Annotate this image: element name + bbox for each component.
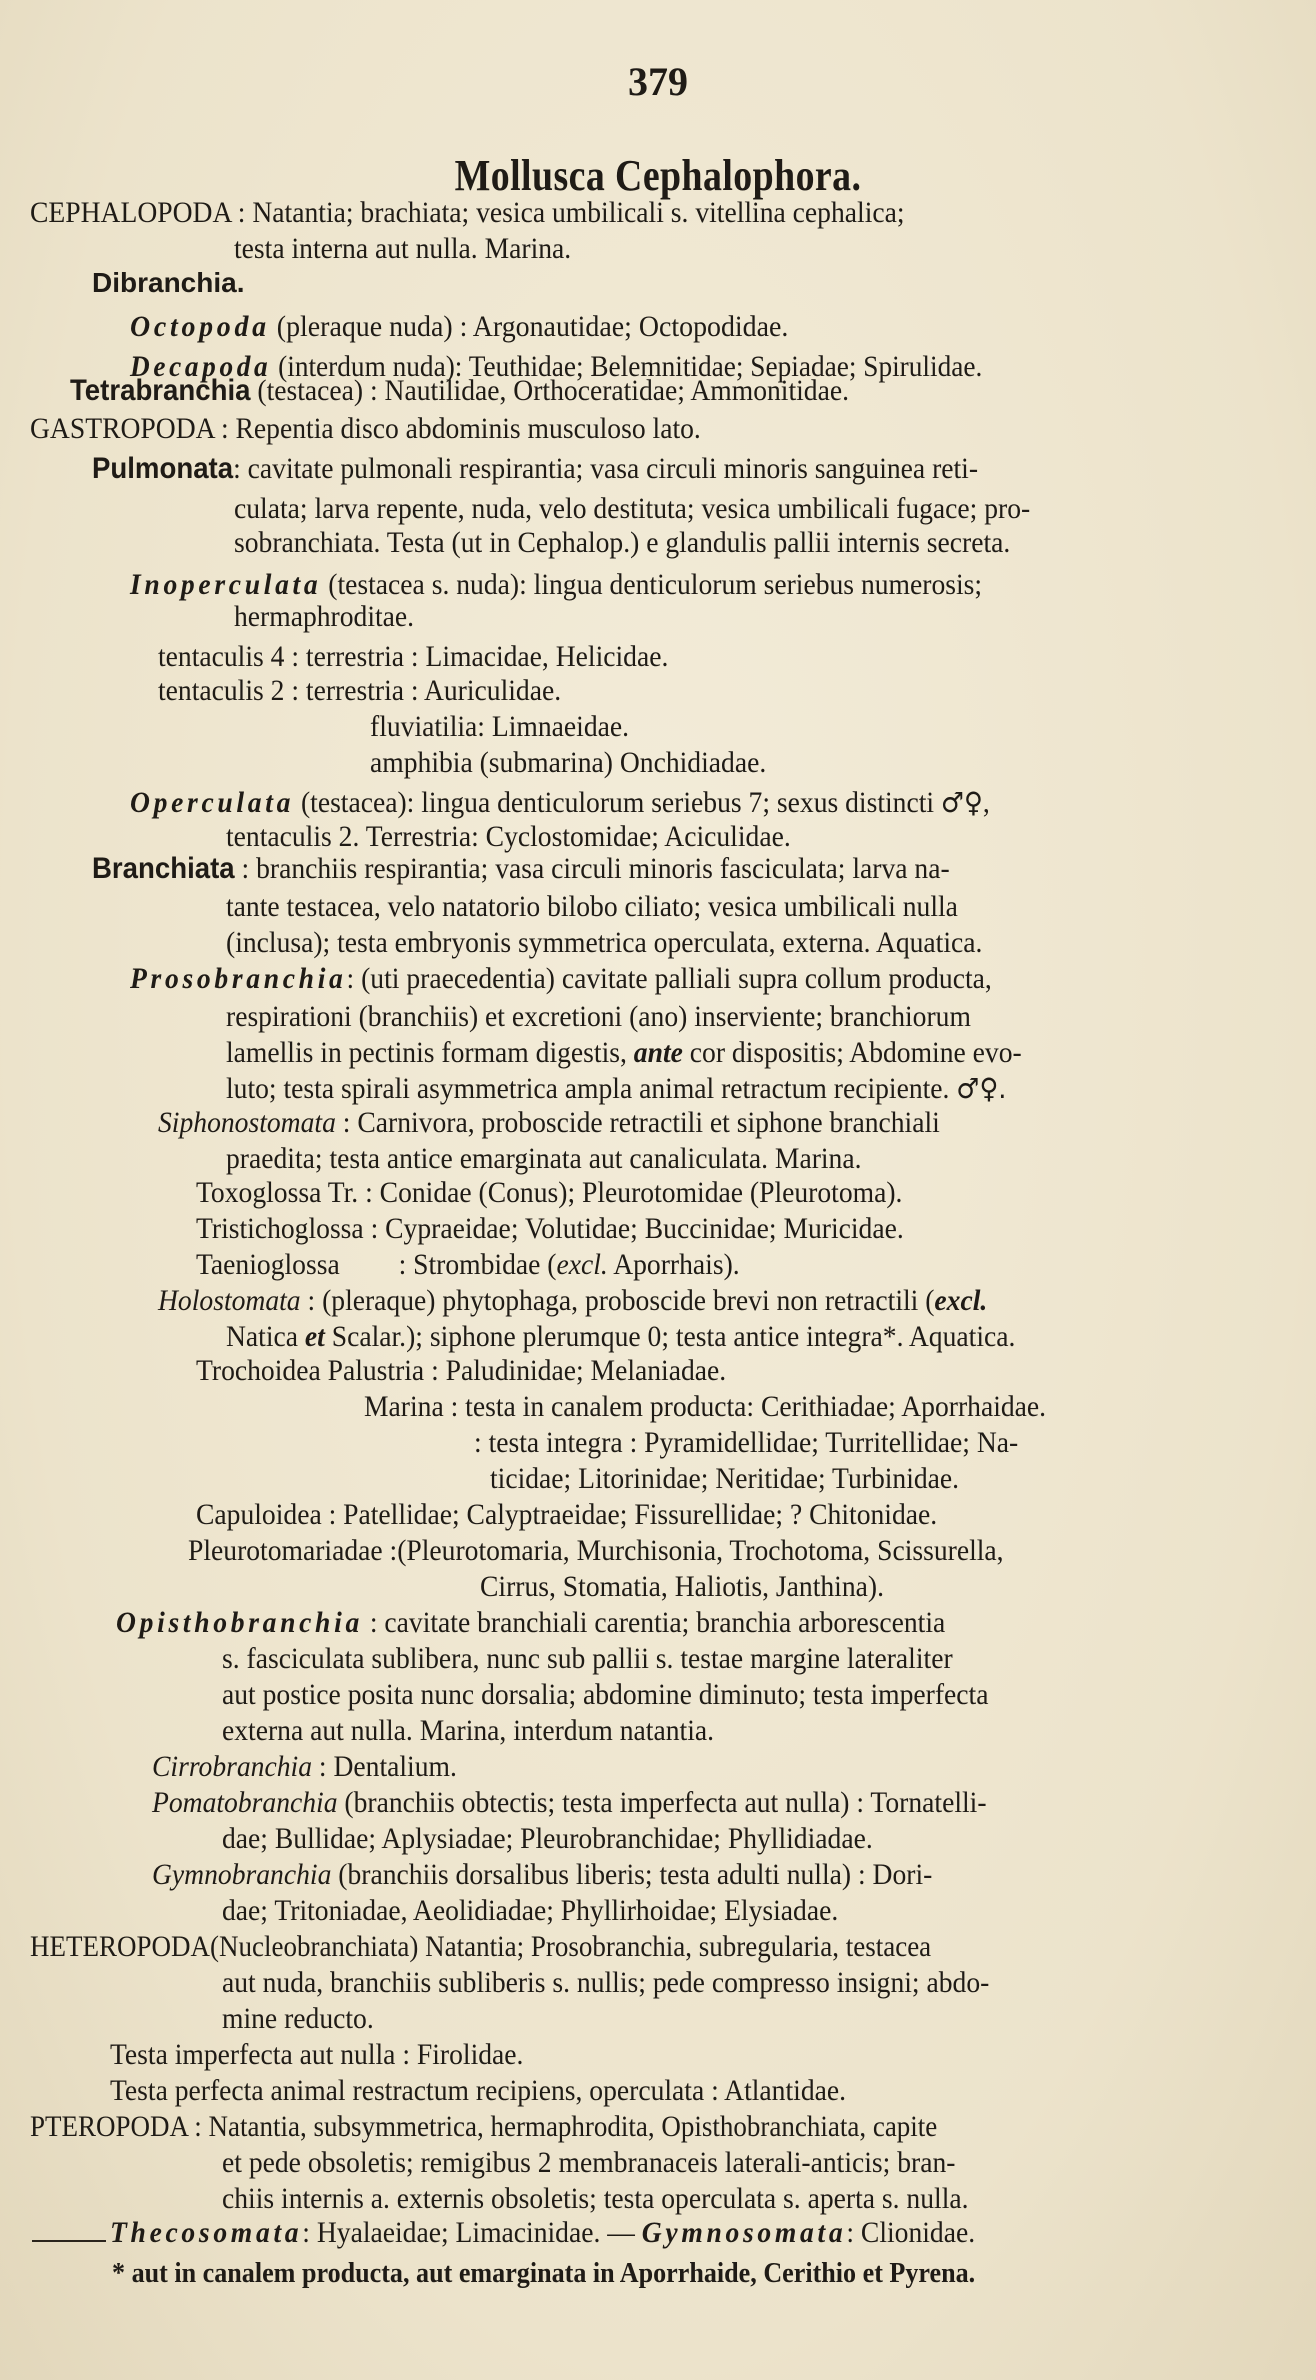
text-line: praedita; testa antice emarginata aut canaliculata. Marina. — [226, 1142, 862, 1175]
subclass-heading: Dibranchia. — [92, 267, 245, 298]
text-line: tentaculis 4 : terrestria : Limacidae, Helicidae. — [158, 640, 669, 673]
order-name: Thecosomata — [110, 2216, 303, 2249]
class-name: HETEROPODA — [30, 1930, 210, 1963]
text-line: s. fasciculata sublibera, nunc sub pallii s. testae margine lateraliter — [222, 1642, 953, 1675]
text-line: GASTROPODA : Repentia disco abdominis musculoso lato. — [30, 412, 701, 445]
footnote-rule — [32, 2240, 106, 2242]
text-line: amphibia (submarina) Onchidiadae. — [370, 746, 767, 779]
text-line: (inclusa); testa embryonis symmetrica operculata, externa. Aquatica. — [226, 926, 983, 959]
suborder-name: Pomatobranchia — [152, 1786, 338, 1819]
text-line: Tetrabranchia (testacea) : Nautilidae, Orthoceratidae; Ammonitidae. — [70, 374, 850, 407]
suborder-name: Holostomata — [158, 1284, 301, 1317]
sex-symbols: ♂♀ — [940, 786, 983, 819]
suborder-name: Cirrobranchia — [152, 1750, 312, 1783]
text-line: Octopoda (pleraque nuda) : Argonautidae; Octopodidae. — [130, 310, 789, 343]
text-line: Trochoidea Palustria : Paludinidae; Melaniadae. — [196, 1354, 727, 1387]
sex-symbols: ♂♀. — [956, 1072, 1007, 1105]
suborder-name: Siphonostomata — [158, 1106, 336, 1139]
text-line: testa interna aut nulla. Marina. — [234, 232, 572, 265]
text-line: Pulmonata: cavitate pulmonali respirantia; vasa circuli minoris sanguinea reti- — [92, 452, 979, 485]
subclass-heading: Tetrabranchia — [70, 374, 251, 407]
text-line: mine reducto. — [222, 2002, 374, 2035]
text-line: respirationi (branchiis) et excretioni (ano) inserviente; branchiorum — [226, 1000, 971, 1033]
text-line: CEPHALOPODA : Natantia; brachiata; vesica umbilicali s. vitellina cephalica; — [30, 196, 905, 229]
order-name: Inoperculata — [130, 568, 322, 601]
text-line: tentaculis 2 : terrestria : Auriculidae. — [158, 674, 562, 707]
text-line: Natica et Scalar.); siphone plerumque 0; testa antice integra*. Aquatica. — [226, 1320, 1016, 1353]
text-line: dae; Tritoniadae, Aeolidiadae; Phyllirhoidae; Elysiadae. — [222, 1894, 839, 1927]
text-line: dae; Bullidae; Aplysiadae; Pleurobranchidae; Phyllidiadae. — [222, 1822, 873, 1855]
text-line: PTEROPODA : Natantia, subsymmetrica, hermaphrodita, Opisthobranchiata, capite — [30, 2110, 938, 2143]
subclass-heading: Branchiata — [92, 852, 235, 885]
order-name: Octopoda — [130, 310, 270, 343]
text-line: Pleurotomariadae :(Pleurotomaria, Murchisonia, Trochotoma, Scissurella, — [188, 1534, 1004, 1567]
class-name: PTEROPODA — [30, 2110, 188, 2143]
text-line: Cirrobranchia : Dentalium. — [152, 1750, 457, 1783]
text-line: culata; larva repente, nuda, velo destituta; vesica umbilicali fugace; pro- — [234, 492, 1031, 525]
text-line: lamellis in pectinis formam digestis, ante cor dispositis; Abdomine evo- — [226, 1036, 1022, 1069]
page-number: 379 — [628, 59, 688, 104]
text-line: Testa imperfecta aut nulla : Firolidae. — [110, 2038, 524, 2071]
class-name: GASTROPODA — [30, 412, 215, 445]
text-line: tante testacea, velo natatorio bilobo ciliato; vesica umbilicali nulla — [226, 890, 958, 923]
class-name: CEPHALOPODA — [30, 196, 231, 229]
text-line: HETEROPODA(Nucleobranchiata) Natantia; Prosobranchia, subregularia, testacea — [30, 1930, 932, 1963]
page-title: Mollusca Cephalophora. — [454, 151, 862, 200]
text-line: hermaphroditae. — [234, 600, 415, 633]
text-line: sobranchiata. Testa (ut in Cephalop.) e glandulis pallii internis secreta. — [234, 526, 1011, 559]
text-line: Cirrus, Stomatia, Haliotis, Janthina). — [480, 1570, 884, 1603]
text-line: tentaculis 2. Terrestria: Cyclostomidae; Aciculidae. — [226, 820, 791, 853]
text-line: luto; testa spirali asymmetrica ampla animal retractum recipiente. ♂♀. — [226, 1072, 1007, 1105]
text-line: Tristichoglossa : Cypraeidae; Volutidae; Buccinidae; Muricidae. — [196, 1212, 904, 1245]
text-line: Toxoglossa Tr. : Conidae (Conus); Pleurotomidae (Pleurotoma). — [196, 1176, 903, 1209]
order-name: Decapoda — [130, 350, 272, 383]
footnote: * aut in canalem producta, aut emarginata in Aporrhaide, Cerithio et Pyrena. — [112, 2257, 976, 2289]
text-line: Opisthobranchia : cavitate branchiali carentia; branchia arborescentia — [116, 1606, 946, 1639]
text-line: : testa integra : Pyramidellidae; Turritellidae; Na- — [474, 1426, 1019, 1459]
text-line: Branchiata : branchiis respirantia; vasa circuli minoris fasciculata; larva na- — [92, 852, 950, 885]
order-name: Operculata — [130, 786, 295, 819]
text-line: Testa perfecta animal restractum recipiens, operculata : Atlantidae. — [110, 2074, 847, 2107]
text-line: Prosobranchia: (uti praecedentia) cavitate palliali supra collum producta, — [130, 962, 992, 995]
order-name: Gymnosomata — [641, 2216, 847, 2249]
text-line: chiis internis a. externis obsoletis; testa operculata s. aperta s. nulla. — [222, 2182, 969, 2215]
text-line: aut postice posita nunc dorsalia; abdomine diminuto; testa imperfecta — [222, 1678, 989, 1711]
text-line: Decapoda (interdum nuda): Teuthidae; Belemnitidae; Sepiadae; Spirulidae. — [130, 350, 983, 383]
text-line: Thecosomata: Hyalaeidae; Limacinidae. — Gymnosomata: Clionidae. — [110, 2216, 976, 2249]
suborder-name: Gymnobranchia — [152, 1858, 332, 1891]
text-line: ticidae; Litorinidae; Neritidae; Turbinidae. — [490, 1462, 960, 1495]
text-line: Siphonostomata : Carnivora, proboscide retractili et siphone branchiali — [158, 1106, 940, 1139]
order-name: Opisthobranchia — [116, 1606, 363, 1639]
text-line: aut nuda, branchiis subliberis s. nullis; pede compresso insigni; abdo- — [222, 1966, 990, 1999]
text-line: Pomatobranchia (branchiis obtectis; testa imperfecta aut nulla) : Tornatelli- — [152, 1786, 987, 1819]
subclass-heading: Pulmonata — [92, 452, 234, 485]
text-line: Marina : testa in canalem producta: Cerithiadae; Aporrhaidae. — [364, 1390, 1047, 1423]
text-line: Taenioglossa : Strombidae (excl. Aporrhais). — [196, 1248, 740, 1281]
order-name: Prosobranchia — [130, 962, 347, 995]
text-line: Gymnobranchia (branchiis dorsalibus liberis; testa adulti nulla) : Dori- — [152, 1858, 933, 1891]
text-line: Operculata (testacea): lingua denticulorum seriebus 7; sexus distincti ♂♀, — [130, 786, 990, 819]
text-line: Capuloidea : Patellidae; Calyptraeidae; Fissurellidae; ? Chitonidae. — [196, 1498, 938, 1531]
text-line: Holostomata : (pleraque) phytophaga, proboscide brevi non retractili (excl. — [158, 1284, 988, 1317]
text-line: et pede obsoletis; remigibus 2 membranaceis laterali-anticis; bran- — [222, 2146, 956, 2179]
text-line: fluviatilia: Limnaeidae. — [370, 710, 630, 743]
text-line: externa aut nulla. Marina, interdum natantia. — [222, 1714, 715, 1747]
text-line: Inoperculata (testacea s. nuda): lingua denticulorum seriebus numerosis; — [130, 568, 983, 601]
